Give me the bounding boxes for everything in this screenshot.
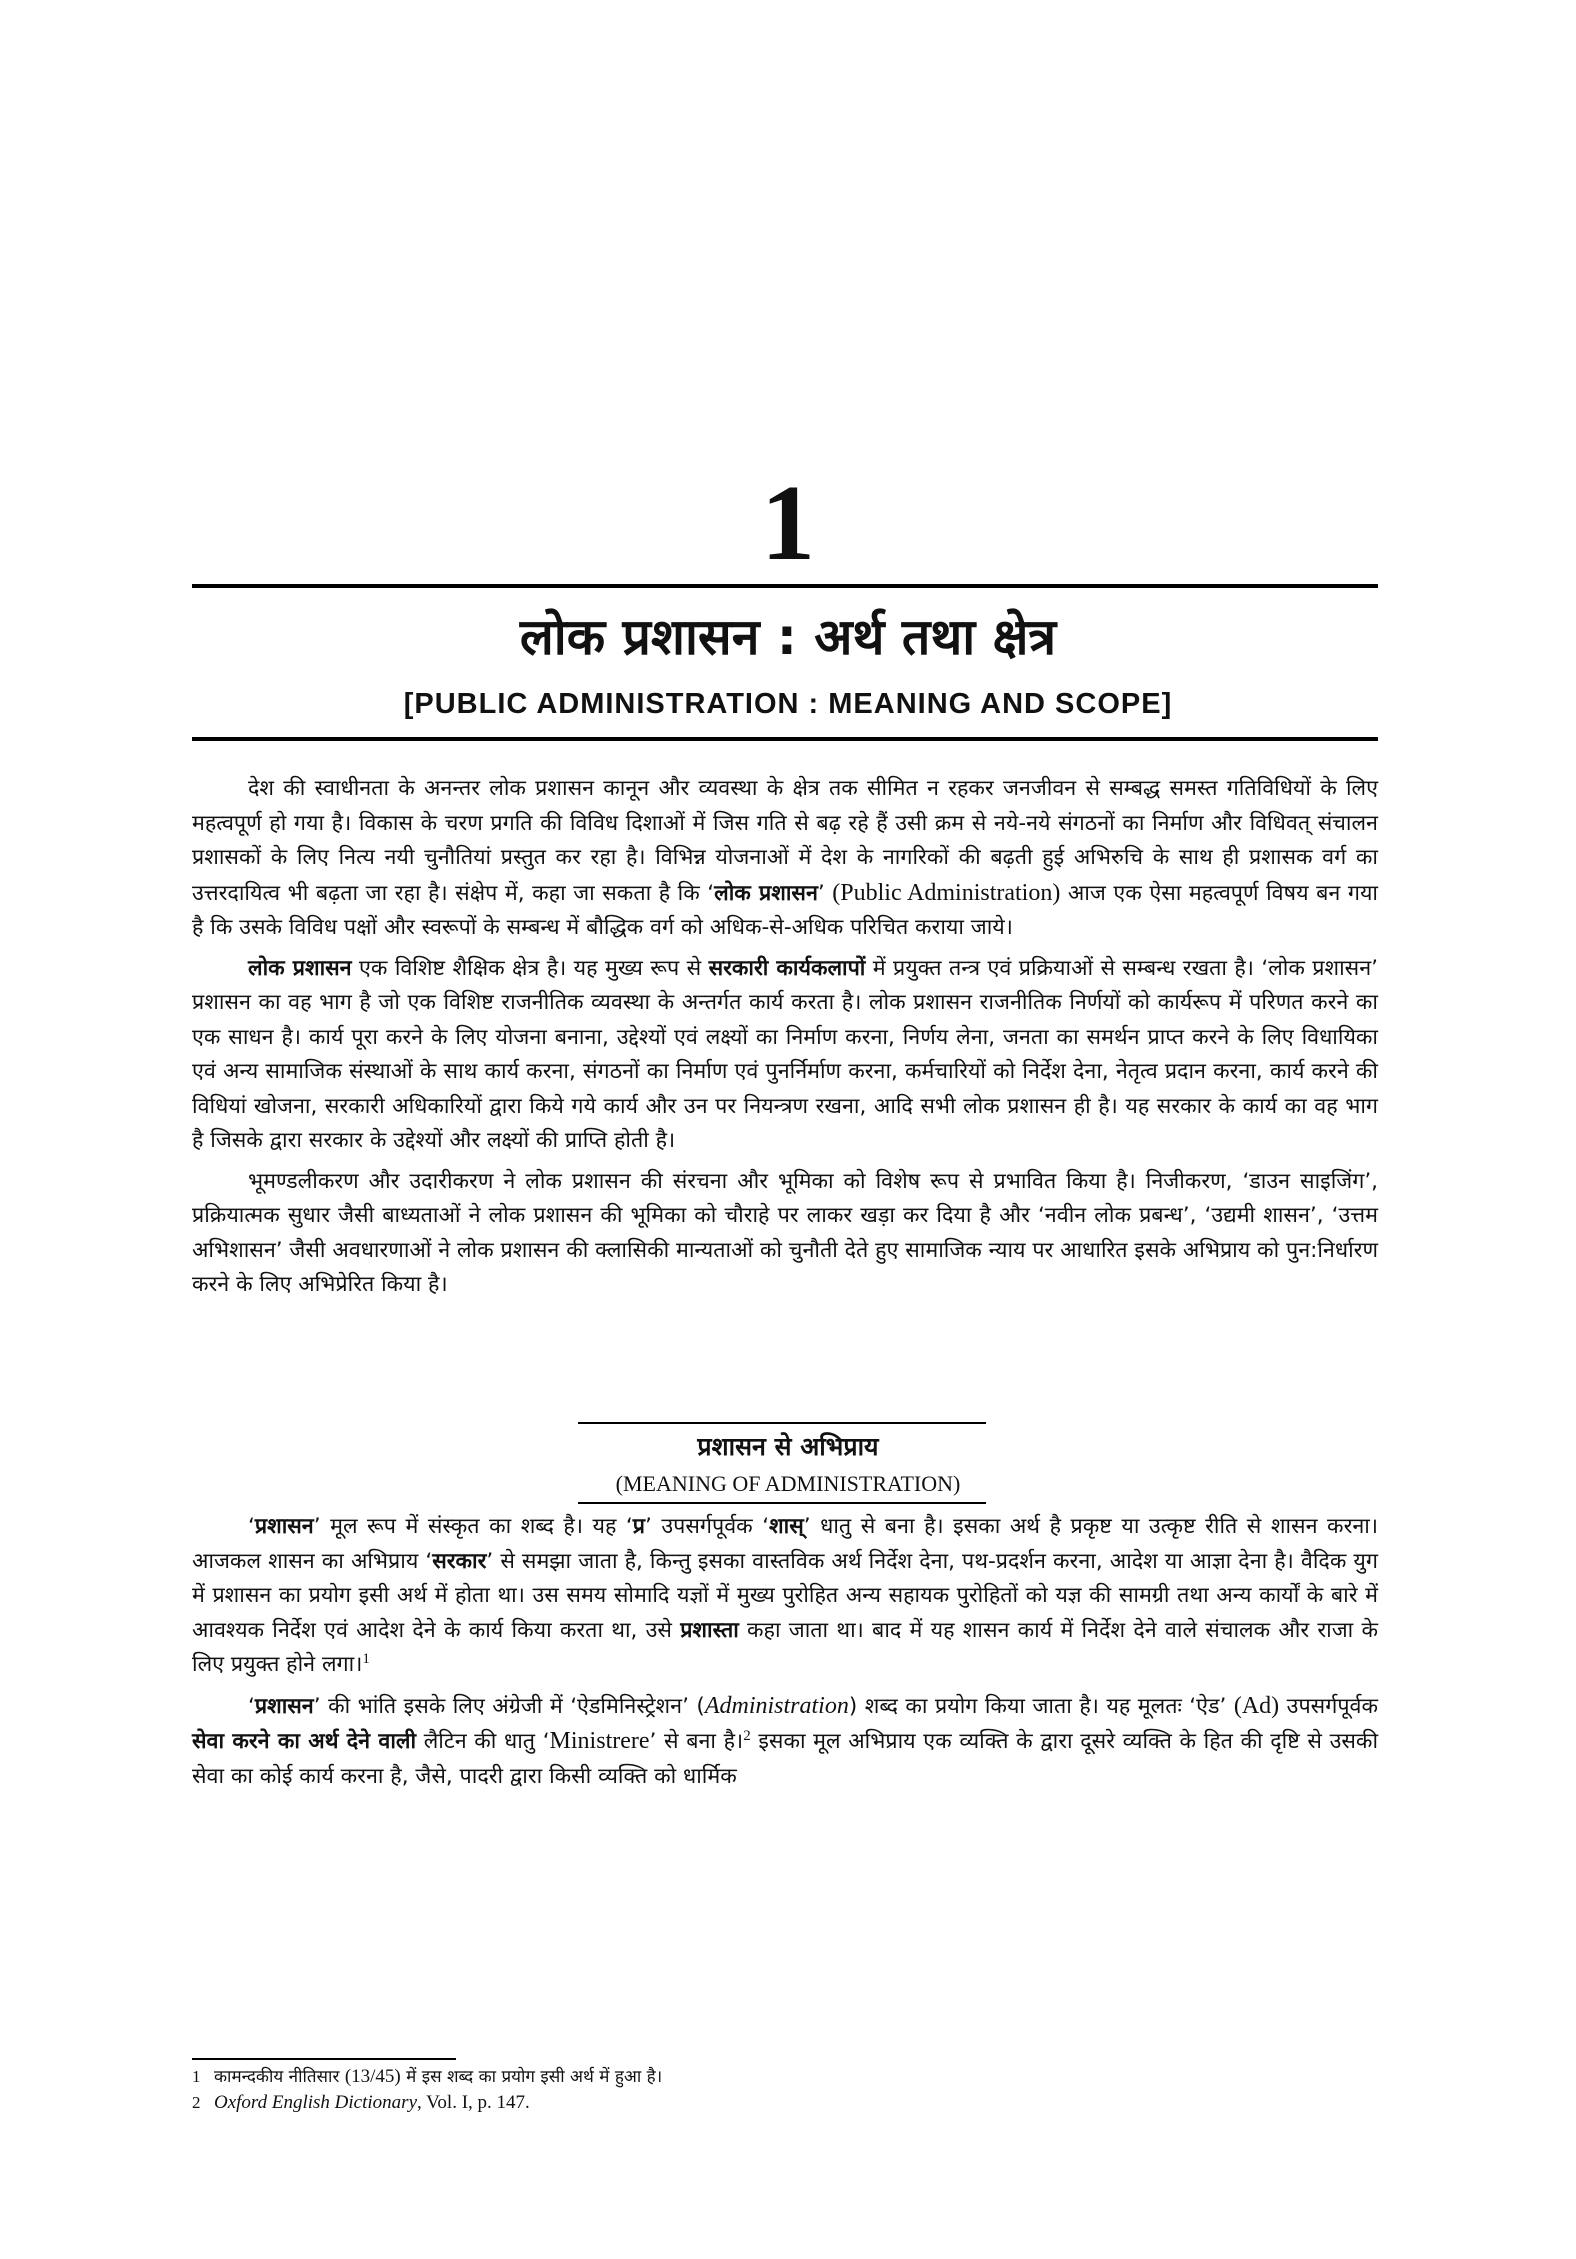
- footnote-number: 2: [192, 2093, 201, 2112]
- footnote-ref-1[interactable]: 1: [362, 1650, 370, 1667]
- intro-paragraph-3: भूमण्डलीकरण और उदारीकरण ने लोक प्रशासन की संरचना और भूमिका को विशेष रूप से प्रभावित किया है। निजीकरण, ‘डाउन साइजिंग’, प्रक्रियात्मक सुधार जैसी बाध्यताओं ने लोक प्रशासन की भूमिका को चौराहे पर लाकर खड़ा कर दिया है और ‘नवीन लोक प्रबन्ध’, ‘उद्यमी शासन’, ‘उत्तम अभिशासन’ जैसी अवधारणाओं ने लोक प्रशासन की क्लासिकी मान्यताओं को चुनौती देते हुए सामाजिक न्याय पर आधारित इसके अभिप्राय को पुन:निर्धारण करने के लिए अभिप्रेरित किया है।: [192, 1168, 1378, 1297]
- chapter-subtitle: [PUBLIC ADMINISTRATION : MEANING AND SCOPE]: [403, 688, 1173, 720]
- section-heading-bottom-rule: [578, 1502, 986, 1504]
- footnote-ref-2[interactable]: 2: [743, 1727, 751, 1744]
- section-heading-hindi: प्रशासन से अभिप्राय: [697, 1432, 879, 1461]
- title-bottom-rule: [192, 737, 1378, 741]
- footnote-text: कामन्दकीय नीतिसार (13/45) में इस शब्द का प्रयोग इसी अर्थ में हुआ है।: [214, 2066, 663, 2087]
- section-heading-top-rule: [578, 1422, 986, 1424]
- title-top-rule: [192, 584, 1378, 588]
- footnote-2: [192, 2090, 1378, 2116]
- section-paragraph-1: ‘प्रशासन’ मूल रूप में संस्कृत का शब्द है। यह ‘प्र’ उपसर्गपूर्वक ‘शास्’ धातु से बना है। इसका अर्थ है प्रकृष्ट या उत्कृष्ट रीति से शासन करना। आजकल शासन का अभिप्राय ‘सरकार’ से समझा जाता है, किन्तु इसका वास्तविक अर्थ निर्देश देना, पथ-प्रदर्शन करना, आदेश या आज्ञा देना है। वैदिक युग में प्रशासन का प्रयोग इसी अर्थ में होता था। उस समय सोमादि यज्ञों में मुख्य पुरोहित अन्य सहायक पुरोहितों को यज्ञ की सामग्री तथा अन्य कार्यों के बारे में आवश्यक निर्देश एवं आदेश देने के कार्य किया करता था, उसे प्रशास्ता कहा जाता था। बाद में यह शासन कार्य में निर्देश देने वाले संचालक और राजा के लिए प्रयुक्त होने लगा।$^1$: [192, 1514, 1379, 1677]
- intro-paragraph-1: देश की स्वाधीनता के अनन्तर लोक प्रशासन कानून और व्यवस्था के क्षेत्र तक सीमित न रहकर जनजीवन से सम्बद्ध समस्त गतिविधियों के लिए महत्वपूर्ण हो गया है। विकास के चरण प्रगति की विविध दिशाओं में जिस गति से बढ़ रहे हैं उसी क्रम से नये-नये संगठनों का निर्माण और विधिवत् संचालन प्रशासकों के लिए नित्य नयी चुनौतियां प्रस्तुत कर रहा है। विभिन्न योजनाओं में देश के नागरिकों की बढ़ती हुई अभिरुचि के साथ ही प्रशासक वर्ग का उत्तरदायित्व भी बढ़ता जा रहा है। संक्षेप में, कहा जा सकता है कि ‘लोक प्रशासन’ (Public Administration) आज एक ऐसा महत्वपूर्ण विषय बन गया है कि उसके विविध पक्षों और स्वरूपों के सम्बन्ध में बौद्धिक वर्ग को अधिक-से-अधिक परिचित कराया जाये।: [192, 776, 1378, 940]
- footnote-rule: [192, 2058, 456, 2060]
- chapter-title: लोक प्रशासन : अर्थ तथा क्षेत्र: [519, 608, 1057, 666]
- section-paragraph-2: ‘प्रशासन’ की भांति इसके लिए अंग्रेजी में ‘ऐडमिनिस्ट्रेशन’ (Administration) शब्द का प्रयोग किया जाता है। यह मूलतः ‘ऐड’ (Ad) उपसर्गपूर्वक सेवा करने का अर्थ देने वाली लैटिन की धातु ‘Ministrere’ से बना है।$^2$ इसका मूल अभिप्राय एक व्यक्ति के द्वारा दूसरे व्यक्ति के हित की दृष्टि से उसकी सेवा का कोई कार्य करना है, जैसे, पादरी द्वारा किसी व्यक्ति को धार्मिक: [192, 1692, 1379, 1789]
- intro-text: [192, 772, 1378, 1309]
- chapter-number: 1: [761, 464, 815, 583]
- section-heading-english: (MEANING OF ADMINISTRATION): [615, 1471, 961, 1496]
- intro-paragraph-2: लोक प्रशासन एक विशिष्ट शैक्षिक क्षेत्र है। यह मुख्य रूप से सरकारी कार्यकलापों में प्रयुक्त तन्त्र एवं प्रक्रियाओं से सम्बन्ध रखता है। ‘लोक प्रशासन’ प्रशासन का वह भाग है जो एक विशिष्ट राजनीतिक व्यवस्था के अन्तर्गत कार्य करता है। लोक प्रशासन राजनीतिक निर्णयों को कार्यरूप में परिणत करने का एक साधन है। कार्य पूरा करने के लिए योजना बनाना, उद्देश्यों एवं लक्ष्यों का निर्माण करना, निर्णय लेना, जनता का समर्थन प्राप्त करने के लिए विधायिका एवं अन्य सामाजिक संस्थाओं के साथ कार्य करना, संगठनों का निर्माण एवं पुनर्निर्माण करना, कर्मचारियों को निर्देश देना, नेतृत्व प्रदान करना, कार्य करने की विधियां खोजना, सरकारी अधिकारियों द्वारा किये गये कार्य और उन पर नियन्त्रण रखना, आदि सभी लोक प्रशासन ही है। यह सरकार के कार्य का वह भाग है जिसके द्वारा सरकार के उद्देश्यों और लक्ष्यों की प्राप्ति होती है।: [192, 955, 1378, 1153]
- footnote-text: Oxford English Dictionary, Vol. I, p. 147.: [214, 2092, 530, 2113]
- section-text: [192, 1510, 1378, 1800]
- footnote-number: 1: [192, 2067, 201, 2086]
- footnotes: [192, 2064, 1378, 2116]
- footnote-1: [192, 2064, 1378, 2090]
